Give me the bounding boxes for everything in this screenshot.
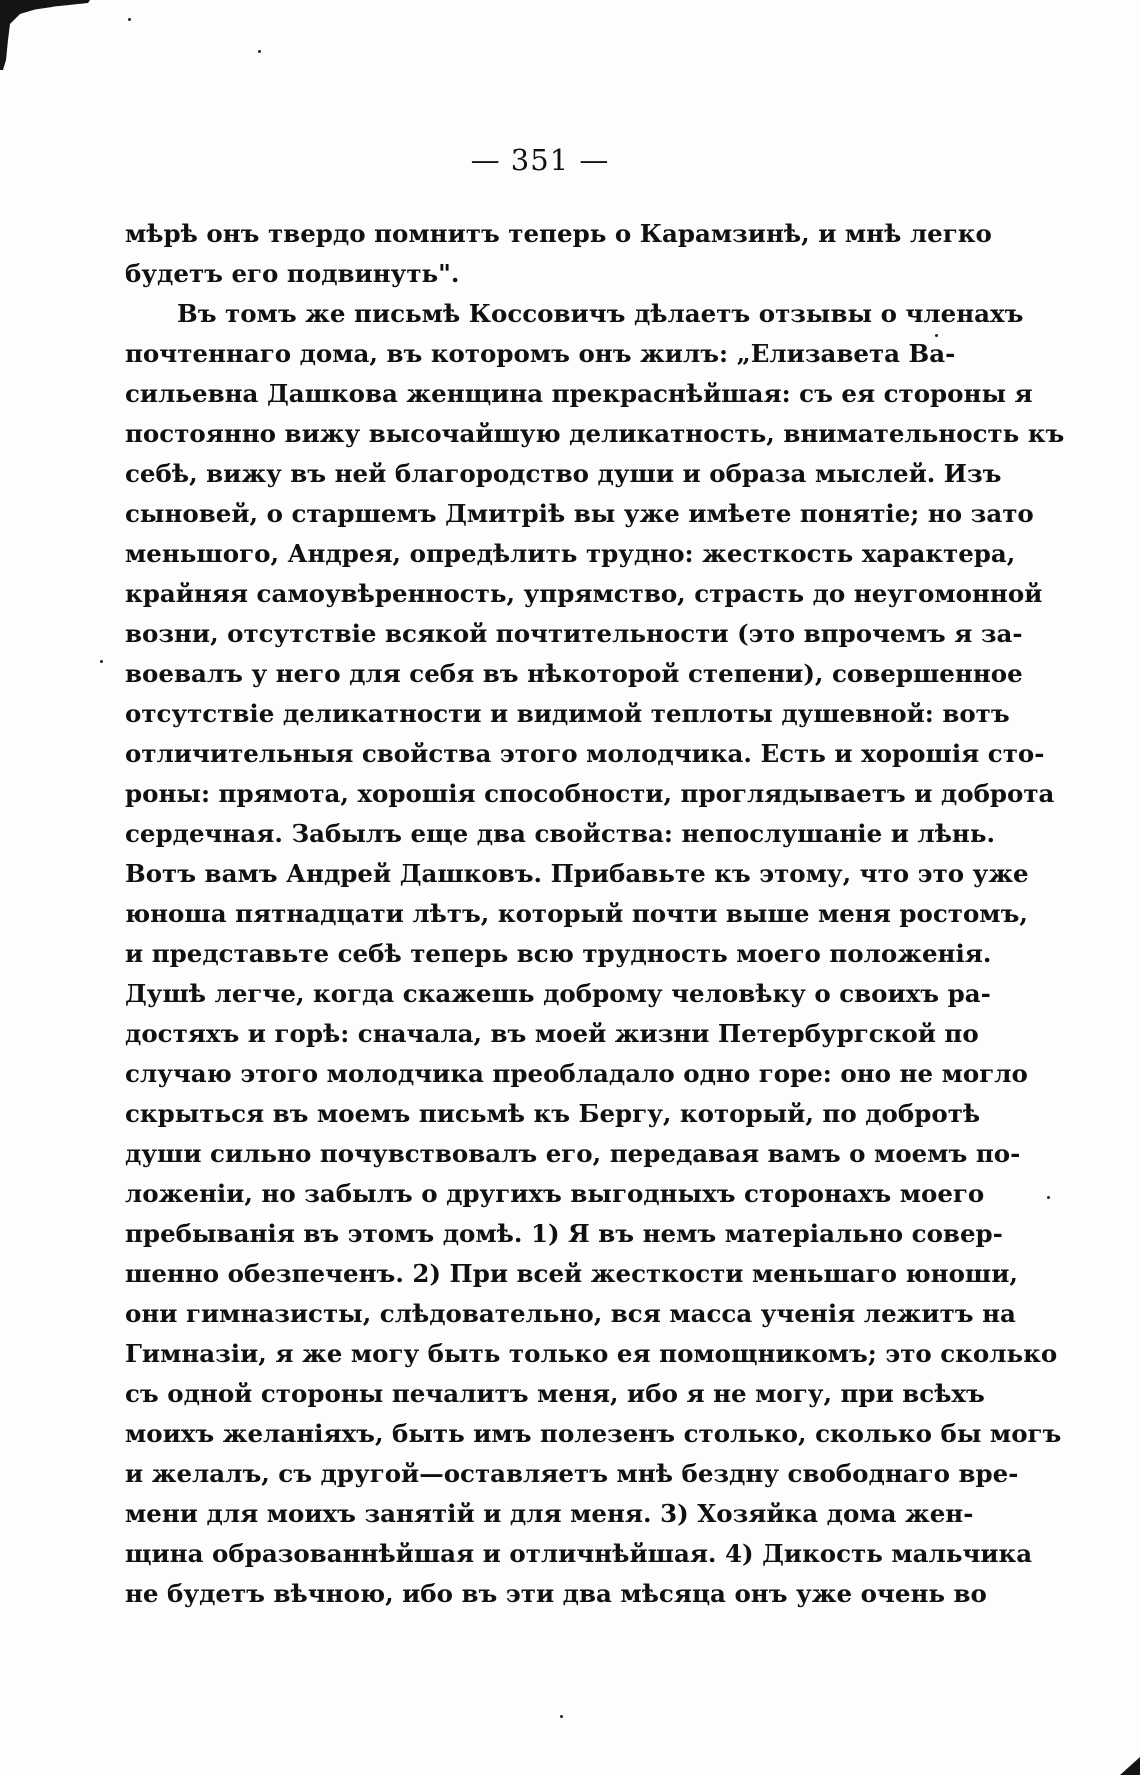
scan-corner-mark bbox=[0, 0, 90, 70]
text-line: будетъ его подвинуть". bbox=[125, 259, 460, 288]
text-line: пребыванія въ этомъ домѣ. 1) Я въ немъ матеріально совер- bbox=[125, 1219, 1003, 1248]
text-line: роны: прямота, хорошія способности, проглядываетъ и доброта bbox=[125, 779, 1055, 808]
text-line: Въ томъ же письмѣ Коссовичъ дѣлаетъ отзывы о членахъ bbox=[177, 299, 1024, 328]
text-line: моихъ желаніяхъ, быть имъ полезенъ столько, сколько бы могъ bbox=[125, 1419, 1062, 1448]
scan-corner-mark bbox=[1110, 1747, 1140, 1775]
scan-speck bbox=[258, 50, 261, 53]
scan-speck bbox=[935, 334, 938, 337]
text-line: Гимназіи, я же могу быть только ея помощникомъ; это сколько bbox=[125, 1339, 1058, 1368]
text-line: сердечная. Забылъ еще два свойства: непослушаніе и лѣнь. bbox=[125, 819, 996, 848]
text-line: крайняя самоувѣренность, упрямство, страсть до неугомонной bbox=[125, 579, 1043, 608]
scan-speck bbox=[560, 1715, 563, 1718]
text-line: сыновей, о старшемъ Дмитріѣ вы уже имѣете понятіе; но зато bbox=[125, 499, 1034, 528]
scan-speck bbox=[128, 18, 131, 21]
text-line: не будетъ вѣчною, ибо въ эти два мѣсяца онъ уже очень во bbox=[125, 1579, 987, 1608]
text-line: ложеніи, но забылъ о другихъ выгодныхъ сторонахъ моего bbox=[125, 1179, 985, 1208]
text-line: Душѣ легче, когда скажешь доброму человѣку о своихъ ра- bbox=[125, 979, 991, 1008]
text-line: случаю этого молодчика преобладало одно горе: оно не могло bbox=[125, 1059, 1028, 1088]
text-line: достяхъ и горѣ: сначала, въ моей жизни Петербургской по bbox=[125, 1019, 979, 1048]
text-line: отличительныя свойства этого молодчика. Есть и хорошія сто- bbox=[125, 739, 1045, 768]
body-text bbox=[125, 214, 1065, 1614]
page-number: — 351 — bbox=[470, 143, 610, 177]
text-line: и представьте себѣ теперь всю трудность моего положенія. bbox=[125, 939, 992, 968]
text-line: себѣ, вижу въ ней благородство души и образа мыслей. Изъ bbox=[125, 459, 1002, 488]
text-line: Вотъ вамъ Андрей Дашковъ. Прибавьте къ этому, что это уже bbox=[125, 859, 1029, 888]
text-line: отсутствіе деликатности и видимой теплоты душевной: вотъ bbox=[125, 699, 1010, 728]
text-line: шенно обезпеченъ. 2) При всей жесткости меньшаго юноши, bbox=[125, 1259, 1018, 1288]
text-line: сильевна Дашкова женщина прекраснѣйшая: съ ея стороны я bbox=[125, 379, 1033, 408]
text-line: души сильно почувствовалъ его, передавая вамъ о моемъ по- bbox=[125, 1139, 1021, 1168]
text-line: возни, отсутствіе всякой почтительности (это впрочемъ я за- bbox=[125, 619, 1023, 648]
text-line: меньшого, Андрея, опредѣлить трудно: жесткость характера, bbox=[125, 539, 1016, 568]
text-line: юноша пятнадцати лѣтъ, который почти выше меня ростомъ, bbox=[125, 899, 1028, 928]
text-line: щина образованнѣйшая и отличнѣйшая. 4) Дикость мальчика bbox=[125, 1539, 1033, 1568]
text-line: скрыться въ моемъ письмѣ къ Бергу, который, по добротѣ bbox=[125, 1099, 981, 1128]
text-line: мѣрѣ онъ твердо помнитъ теперь о Карамзинѣ, и мнѣ легко bbox=[125, 219, 992, 248]
text-line: почтеннаго дома, въ которомъ онъ жилъ: „Елизавета Ва- bbox=[125, 339, 956, 368]
text-line: воевалъ у него для себя въ нѣкоторой степени), совершенное bbox=[125, 659, 1023, 688]
scan-speck bbox=[100, 660, 103, 663]
text-line: постоянно вижу высочайшую деликатность, внимательность къ bbox=[125, 419, 1065, 448]
text-line: мени для моихъ занятій и для меня. 3) Хозяйка дома жен- bbox=[125, 1499, 974, 1528]
text-line: и желалъ, съ другой—оставляетъ мнѣ бездну свободнаго вре- bbox=[125, 1459, 1019, 1488]
scan-speck bbox=[1047, 1196, 1050, 1199]
text-line: съ одной стороны печалитъ меня, ибо я не могу, при всѣхъ bbox=[125, 1379, 985, 1408]
text-line: они гимназисты, слѣдовательно, вся масса ученія лежитъ на bbox=[125, 1299, 1016, 1328]
